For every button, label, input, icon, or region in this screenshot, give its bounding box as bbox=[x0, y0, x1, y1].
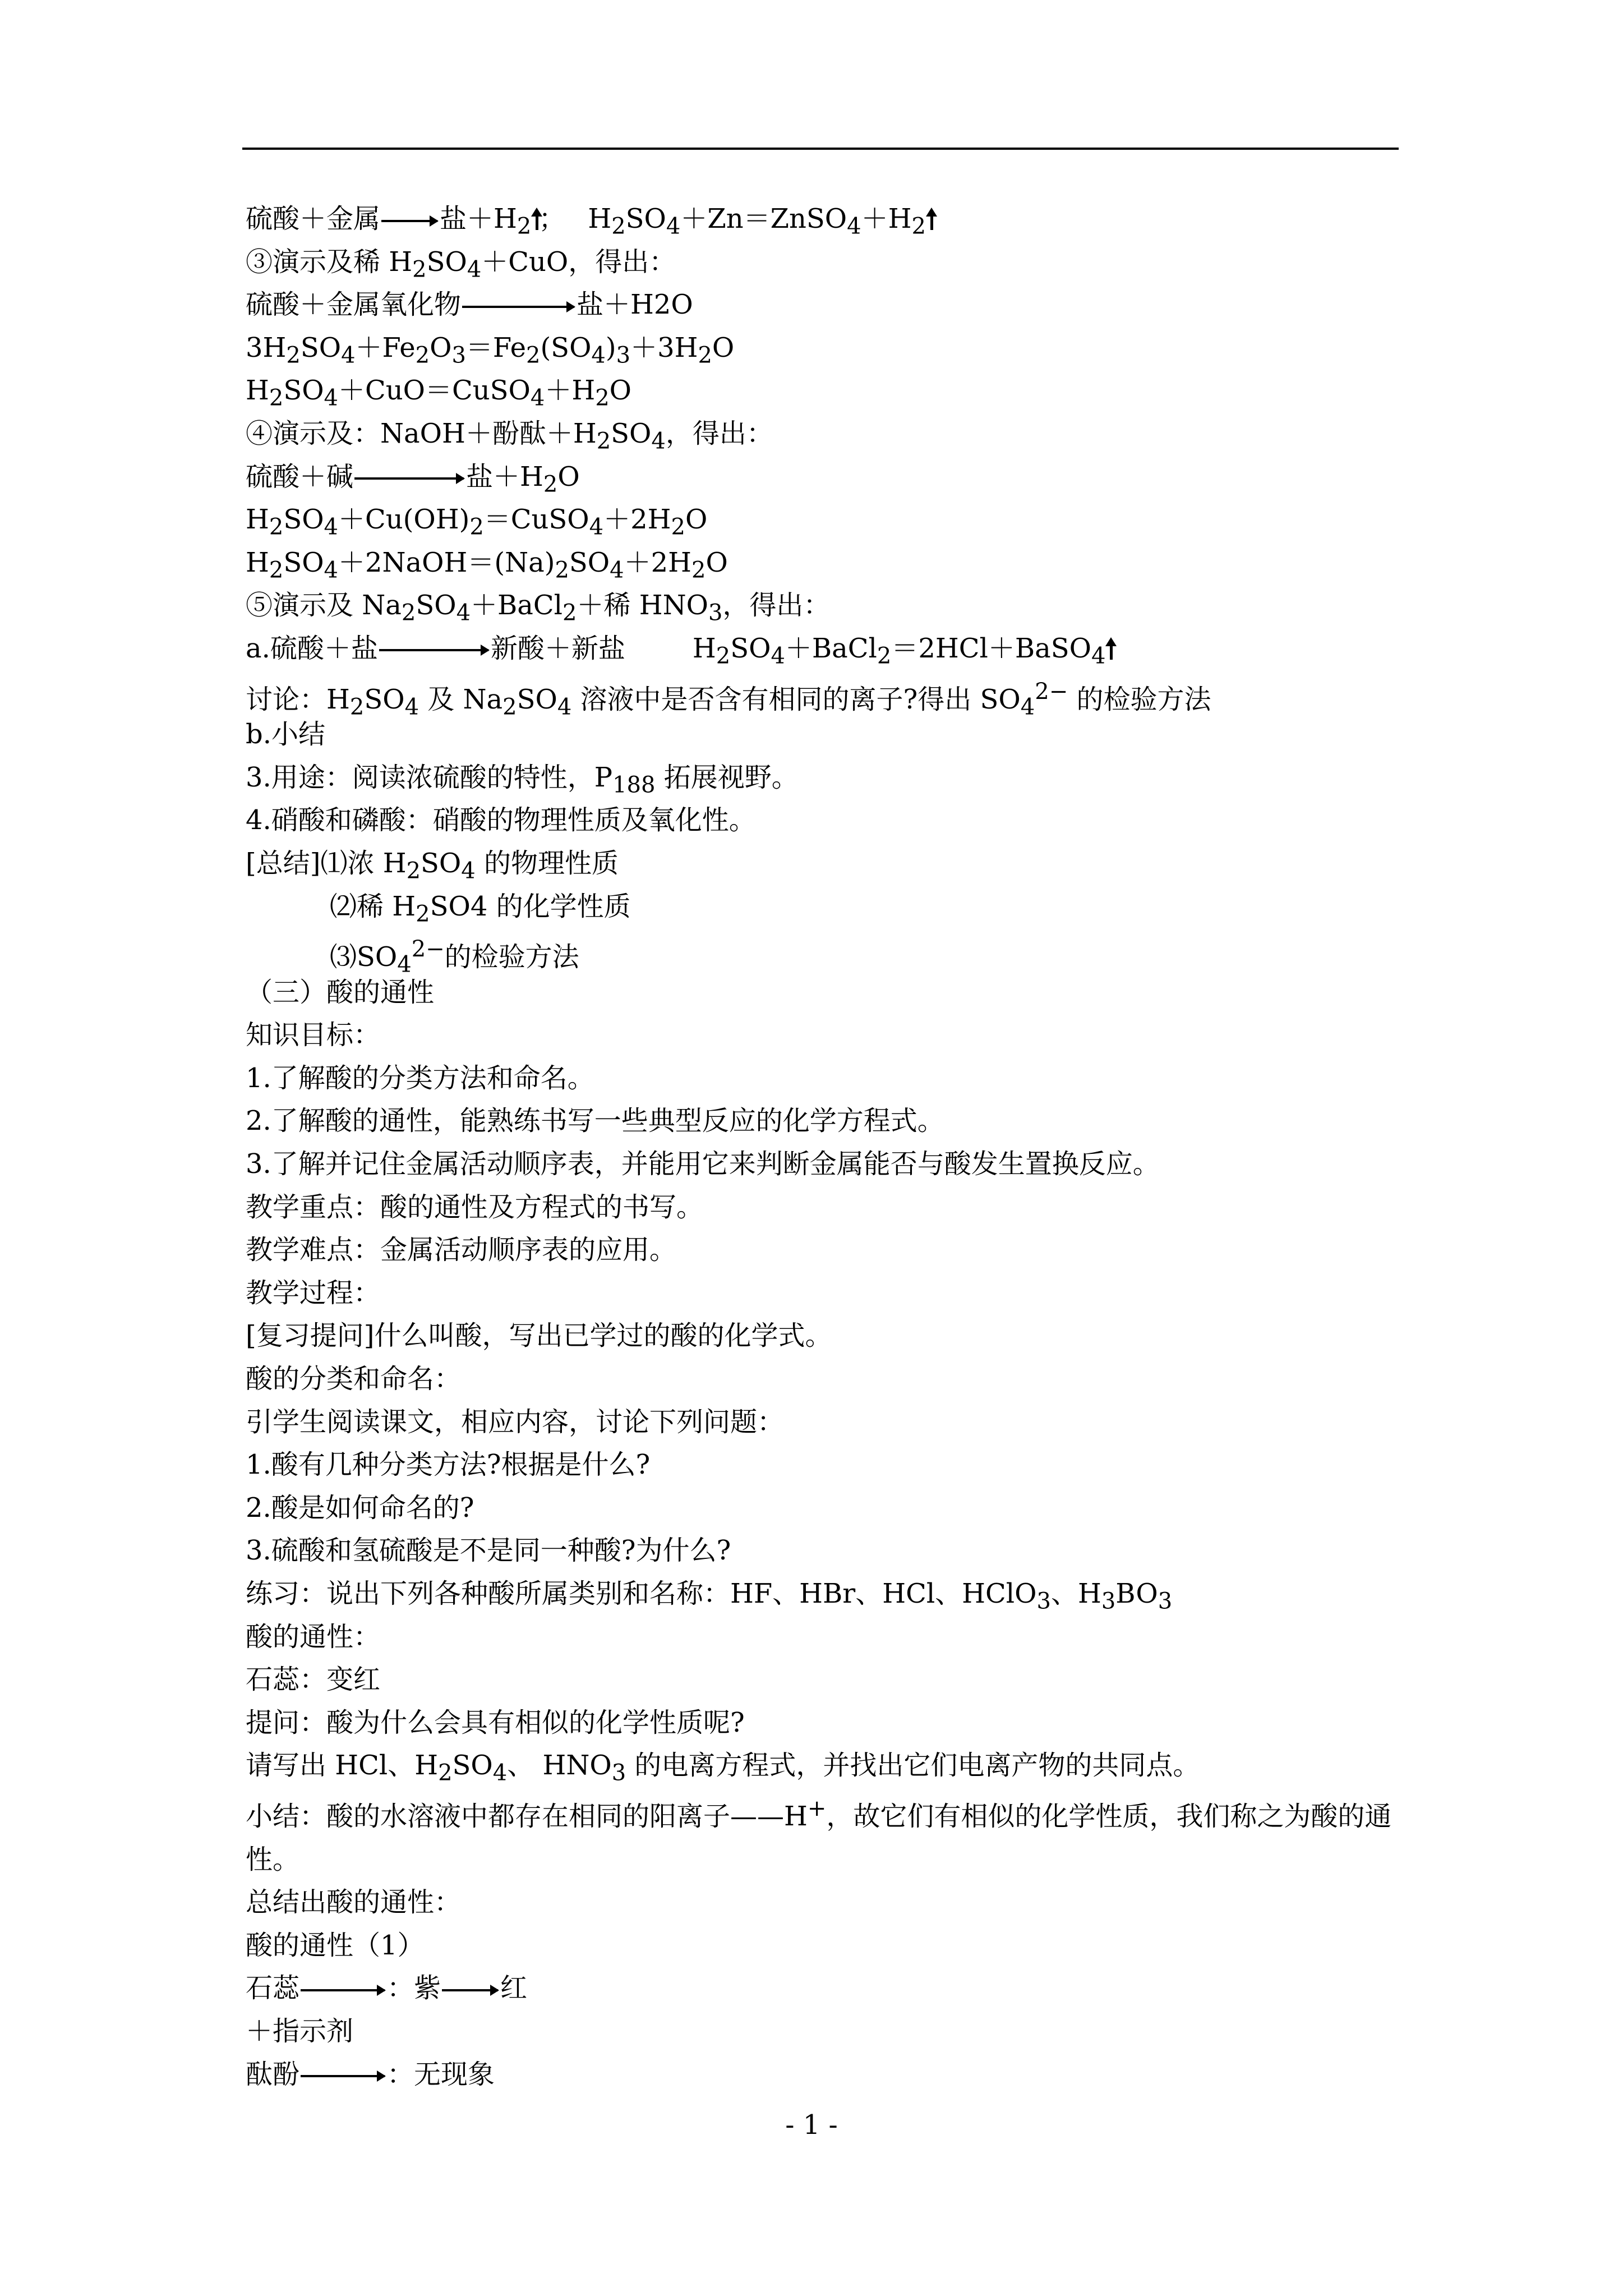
up-arrow-icon bbox=[1110, 641, 1113, 660]
text-line: 酸的分类和命名： bbox=[246, 1363, 462, 1395]
text-line: 1.酸有几种分类方法?根据是什么? bbox=[246, 1449, 651, 1481]
text-line: ⑵稀 $H_2SO4$ 的化学性质 bbox=[330, 890, 631, 927]
text-line: ④演示及：NaOH＋酚酞$+H_2SO_4$，得出： bbox=[246, 417, 773, 454]
text-line: $H_2SO_4+Cu(OH)_2=CuSO_4+2H_2O$ bbox=[246, 504, 708, 540]
text-line: 2.酸是如何命名的? bbox=[246, 1492, 474, 1524]
text-line: ＋指示剂 bbox=[246, 2015, 354, 2047]
arrow-icon bbox=[381, 220, 437, 222]
text-line: 引学生阅读课文，相应内容，讨论下列问题： bbox=[246, 1406, 785, 1438]
text-paragraph: 小结：酸的水溶液中都存在相同的阳离子——H+，故它们有相似的化学性质，我们称之为酸的通性。 bbox=[246, 1795, 1392, 1875]
text-line: 练习：说出下列各种酸所属类别和名称：HF、HBr、HCl、HClO$_3$、$H_3BO_3$ bbox=[246, 1578, 1173, 1614]
text-line: 石蕊：变红 bbox=[246, 1664, 381, 1696]
text-line: 酸的通性： bbox=[246, 1621, 381, 1653]
text-line: $⑶SO_4^{2-}$的检验方法 bbox=[330, 936, 579, 978]
text-line: 3.了解并记住金属活动顺序表，并能用它来判断金属能否与酸发生置换反应。 bbox=[246, 1148, 1160, 1180]
text-line: 教学重点：酸的通性及方程式的书写。 bbox=[246, 1191, 704, 1223]
arrow-icon bbox=[442, 1989, 498, 1991]
text-line: $H_2SO_4+CuO=CuSO_4+H_2O$ bbox=[246, 375, 632, 411]
text-line: 硫酸＋金属氧化物 盐＋H2O bbox=[246, 289, 693, 321]
text-line: 总结出酸的通性： bbox=[246, 1887, 462, 1918]
text-line: 酞酚 ：无现象 bbox=[246, 2058, 495, 2090]
text-line: [总结]⑴浓 $H_2SO_4$ 的物理性质 bbox=[246, 847, 619, 884]
text-line: ⑤演示及 $Na_2SO_4+BaCl_2+$稀 $HNO_3$，得出： bbox=[246, 590, 831, 626]
section-heading: （三）酸的通性 bbox=[246, 976, 435, 1008]
text-line: 1.了解酸的分类方法和命名。 bbox=[246, 1062, 594, 1094]
arrow-icon bbox=[354, 477, 464, 480]
text-line: 教学过程： bbox=[246, 1277, 381, 1309]
arrow-icon bbox=[379, 649, 488, 651]
text-line: 硫酸＋金属 盐$+H_2$ ； $H_2SO_4+Zn=ZnSO_4+H_2$ bbox=[246, 197, 1401, 241]
text-line: 教学难点：金属活动顺序表的应用。 bbox=[246, 1234, 677, 1266]
text-line: 提问：酸为什么会具有相似的化学性质呢? bbox=[246, 1706, 745, 1738]
text-line: $H_2SO_4+2NaOH=(Na)_2SO_4+2H_2O$ bbox=[246, 546, 728, 583]
text-line: 3.硫酸和氢硫酸是不是同一种酸?为什么? bbox=[246, 1535, 731, 1567]
text-line: 讨论：$H_2SO_4$ 及 $Na_2SO_4$ 溶液中是否含有相同的离子?得出 $SO_4^{2-}$ 的检验方法 bbox=[246, 678, 1211, 720]
text-line: 酸的通性（1） bbox=[246, 1929, 425, 1961]
text-line: a.硫酸＋盐 新酸＋新盐 $H_2SO_4+BaCl_2=2HCl+BaSO_4$ bbox=[246, 627, 1401, 670]
text-line: b.小结 bbox=[246, 719, 325, 751]
up-arrow-icon bbox=[536, 211, 538, 230]
text-line: 知识目标： bbox=[246, 1019, 381, 1051]
arrow-icon bbox=[301, 2075, 385, 2077]
text-line: 4.硝酸和磷酸：硝酸的物理性质及氧化性。 bbox=[246, 804, 756, 836]
page-number: - 1 - bbox=[785, 2109, 838, 2141]
text-line: 请写出 HCl、$H_2SO_4$、 $HNO_3$ 的电离方程式，并找出它们电离产物的共同点。 bbox=[246, 1750, 1200, 1786]
text-line: [复习提问]什么叫酸，写出已学过的酸的化学式。 bbox=[246, 1320, 832, 1352]
text-line: 2.了解酸的通性，能熟练书写一些典型反应的化学方程式。 bbox=[246, 1105, 944, 1137]
text-line: ③演示及稀 $H_2SO_4+CuO$，得出： bbox=[246, 246, 676, 283]
header-rule bbox=[242, 148, 1399, 150]
arrow-icon bbox=[462, 306, 574, 308]
up-arrow-icon bbox=[930, 211, 933, 230]
text-line: 3.用途：阅读浓硫酸的特性，$P_{188}$ 拓展视野。 bbox=[246, 761, 799, 798]
text-line: 石蕊 ：紫 红 bbox=[246, 1972, 528, 2004]
text-line: $3H_2SO_4+Fe_2O_3=Fe_2(SO_4)_3+3H_2O$ bbox=[246, 332, 735, 369]
document-body bbox=[246, 197, 1401, 2096]
text-line: 硫酸＋碱 盐$+H_2O$ bbox=[246, 461, 580, 498]
arrow-icon bbox=[301, 1989, 385, 1991]
